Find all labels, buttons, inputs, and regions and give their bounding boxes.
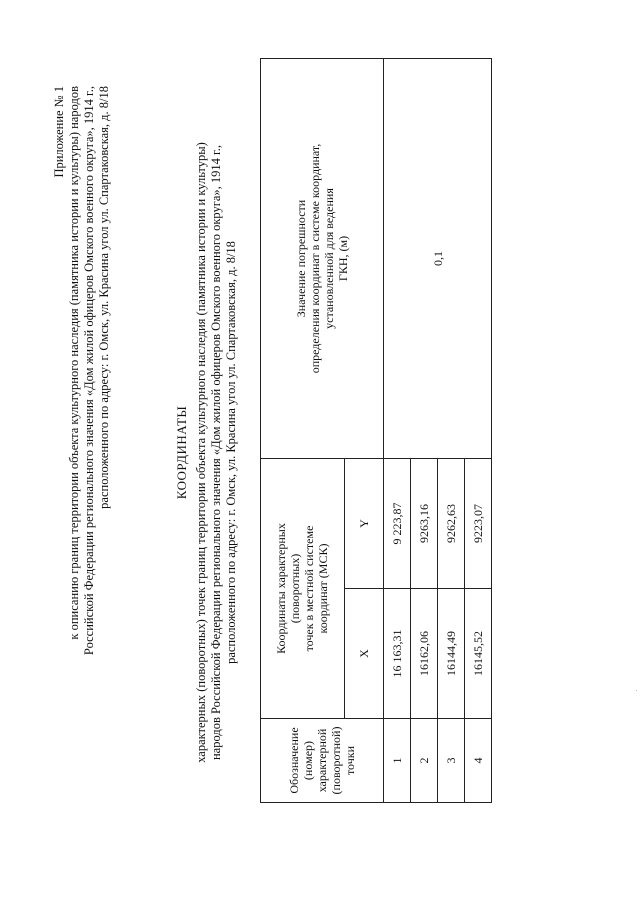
accuracy-value-cell: 0,1 (384, 59, 492, 459)
appendix-line: Российской Федерации регионального значения «Дом жилой офицеров Омского военного округа», 1914 г., (82, 86, 96, 656)
header-point-cell (261, 719, 384, 803)
header-text: определения координат в системе координат, (308, 143, 322, 374)
header-coords-cell (261, 459, 345, 719)
table-header-row (261, 59, 345, 803)
header-text: точки (343, 745, 357, 776)
table-row (384, 59, 411, 803)
subtitle-line: характерных (поворотных) точек границ территории объекта культурного наследия (памятника истории и культуры) (194, 142, 208, 763)
y-coordinate-cell: 9263,16 (411, 459, 438, 589)
header-text: Значение погрешности (294, 199, 308, 318)
header-text: Обозначение (287, 727, 301, 794)
header-text: характерной (315, 728, 329, 793)
y-coordinate-cell: 9223,07 (465, 459, 492, 589)
appendix-line: расположенного по адресу: г. Омск, ул. Красина угол ул. Спартаковская, д. 8/18 (97, 86, 111, 509)
y-coordinate-cell: 9 223,87 (384, 459, 411, 589)
x-coordinate-cell: 16144,49 (438, 589, 465, 719)
appendix-line: к описанию границ территории объекта культурного наследия (памятника истории и культуры) народов (67, 86, 81, 640)
header-text: (номер) (301, 740, 315, 781)
header-text: (поворотной) (329, 726, 343, 795)
subtitle-line: расположенного по адресу: г. Омск, ул. Красина угол ул. Спартаковская, д. 8/18 (224, 241, 238, 664)
header-x-cell: X (344, 589, 383, 719)
x-coordinate-cell: 16 163,31 (384, 589, 411, 719)
header-text: Координаты характерных (274, 523, 289, 654)
header-y-cell: Y (344, 459, 383, 589)
document-title: КООРДИНАТЫ (174, 405, 189, 500)
header-text: ГКН, (м) (336, 235, 350, 282)
subtitle-line: народов Российской Федерации регионального значения «Дом жилой офицеров Омского военного округа», 1914 г., (209, 144, 223, 761)
appendix-header (52, 86, 112, 655)
point-number-cell: 2 (411, 719, 438, 803)
coordinates-table (260, 58, 492, 803)
x-coordinate-cell: 16145,52 (465, 589, 492, 719)
y-coordinate-cell: 9262,63 (438, 459, 465, 589)
point-number-cell: 4 (465, 719, 492, 803)
header-text: (поворотных) (288, 553, 303, 624)
header-accuracy-cell (261, 59, 384, 459)
header-text: установленной для ведения (322, 188, 336, 329)
header-text: координат (МСК) (316, 543, 331, 634)
document-subtitle (194, 0, 239, 905)
x-coordinate-cell: 16162,06 (411, 589, 438, 719)
point-number-cell: 3 (438, 719, 465, 803)
point-number-cell: 1 (384, 719, 411, 803)
scan-speck (636, 690, 637, 691)
header-text: точек в местной системе (302, 525, 317, 652)
appendix-line: Приложение № 1 (52, 86, 66, 178)
